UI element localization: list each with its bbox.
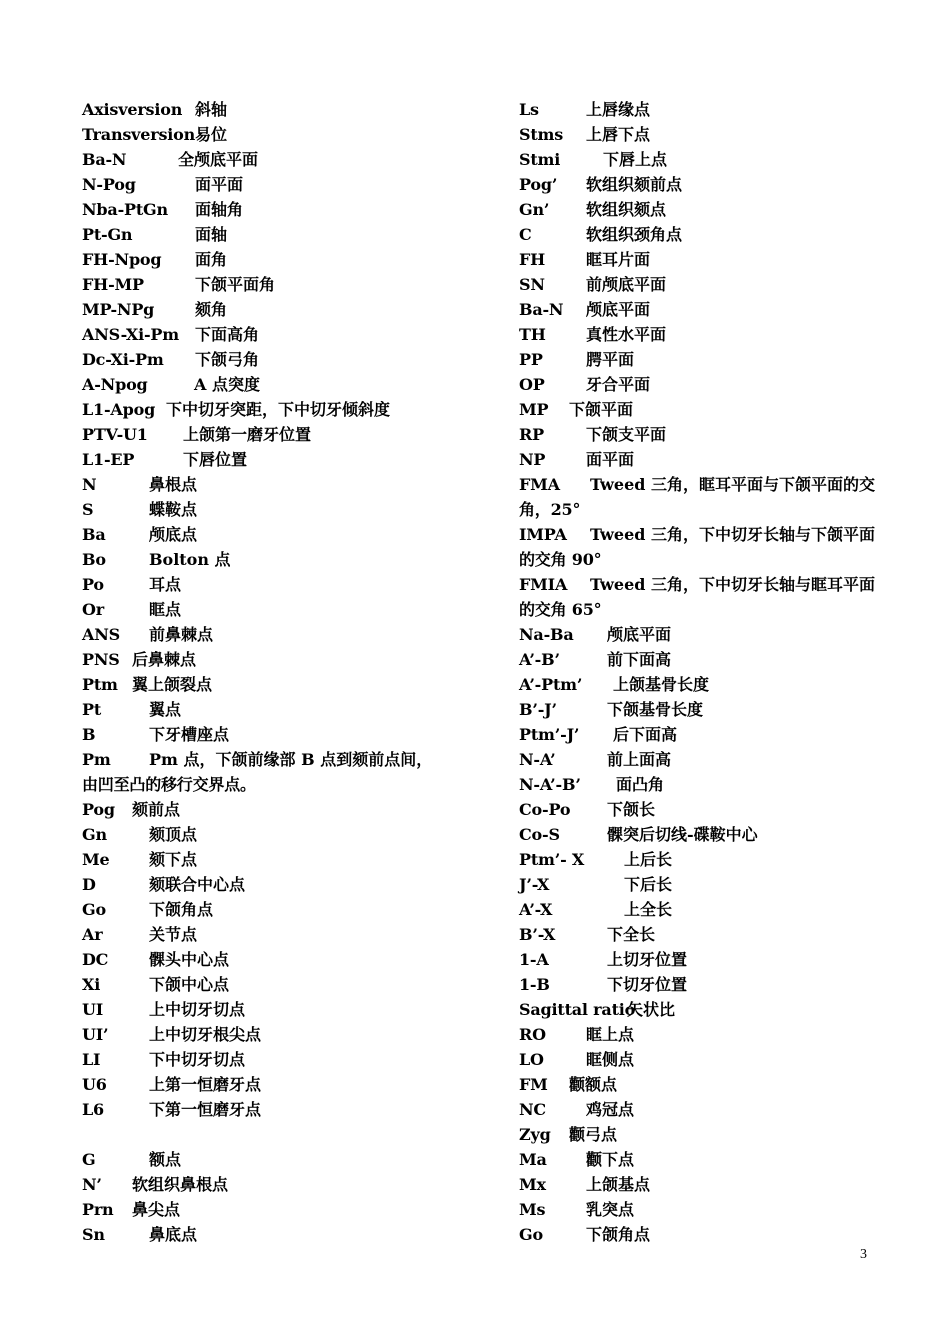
entry-definition: 面轴	[195, 225, 228, 244]
entry-definition: 后下面高	[613, 725, 678, 744]
blank-line	[82, 1122, 442, 1147]
entry-term: B’-J’	[519, 700, 557, 719]
entry-term: FH	[519, 250, 546, 269]
entry-definition: 矢状比	[627, 1000, 676, 1019]
entry-term: J’-X	[519, 875, 550, 894]
entry-definition: 上中切牙切点	[149, 1000, 246, 1019]
glossary-entry	[82, 947, 442, 972]
glossary-entry	[82, 1097, 442, 1122]
glossary-entry	[519, 297, 874, 322]
entry-definition: 下第一恒磨牙点	[149, 1100, 262, 1119]
entry-term: ANS	[82, 625, 120, 644]
entry-definition: 颅底平面	[586, 300, 651, 319]
entry-definition: 面角	[195, 250, 228, 269]
entry-term: FH-MP	[82, 275, 144, 294]
glossary-entry	[82, 797, 442, 822]
glossary-entry	[519, 1122, 874, 1147]
entry-term: Zyg	[519, 1125, 551, 1144]
entry-definition: 眶上点	[586, 1025, 635, 1044]
entry-term: Pt	[82, 700, 102, 719]
glossary-entry	[519, 1147, 874, 1172]
entry-definition: 下牙槽座点	[149, 725, 230, 744]
entry-term: Mx	[519, 1175, 546, 1194]
entry-definition: 下颌角点	[586, 1225, 651, 1244]
glossary-entry	[519, 147, 874, 172]
entry-definition: 额点	[149, 1150, 182, 1169]
glossary-entry	[82, 722, 442, 747]
glossary-entry	[82, 247, 442, 272]
glossary-entry	[82, 422, 442, 447]
glossary-entry	[519, 647, 874, 672]
entry-term: Dc-Xi-Pm	[82, 350, 164, 369]
glossary-entry	[519, 422, 874, 447]
entry-definition: 颏角	[195, 300, 228, 319]
glossary-entry	[519, 1197, 874, 1222]
entry-continuation-text: 角，25°	[519, 500, 581, 519]
entry-term: Xi	[82, 975, 101, 994]
entry-term: Go	[519, 1225, 543, 1244]
entry-term: Ma	[519, 1150, 547, 1169]
right-column	[519, 97, 874, 1247]
entry-definition: 鼻尖点	[132, 1200, 181, 1219]
entry-continuation-text: 的交角 90°	[519, 550, 602, 569]
entry-term: Ptm’- X	[519, 850, 585, 869]
entry-definition: A 点突度	[194, 375, 260, 394]
entry-definition: Tweed 三角，下中切牙长轴与眶耳平面	[590, 575, 876, 594]
entry-term: DC	[82, 950, 109, 969]
entry-term: FMA	[519, 475, 560, 494]
entry-term: MP-NPg	[82, 300, 155, 319]
entry-definition: 颏顶点	[149, 825, 198, 844]
entry-term: PP	[519, 350, 543, 369]
entry-definition: 下颌基骨长度	[607, 700, 704, 719]
entry-term: RO	[519, 1025, 546, 1044]
entry-definition: 颏联合中心点	[149, 875, 246, 894]
entry-term: FMIA	[519, 575, 568, 594]
glossary-entry	[519, 972, 874, 997]
glossary-entry	[82, 122, 442, 147]
entry-continuation	[82, 772, 442, 797]
entry-term: FM	[519, 1075, 548, 1094]
glossary-entry	[519, 522, 874, 547]
entry-term: UI’	[82, 1025, 109, 1044]
entry-term: B	[82, 725, 96, 744]
glossary-entry	[519, 747, 874, 772]
entry-definition: 耳点	[149, 575, 182, 594]
glossary-entry	[519, 897, 874, 922]
entry-term: C	[519, 225, 532, 244]
entry-term: Nba-PtGn	[82, 200, 168, 219]
entry-continuation	[519, 597, 874, 622]
entry-term: PNS	[82, 650, 120, 669]
entry-definition: 关节点	[149, 925, 198, 944]
glossary-entry	[519, 272, 874, 297]
entry-term: Sn	[82, 1225, 105, 1244]
entry-definition: 下面高角	[195, 325, 260, 344]
glossary-entry	[519, 772, 874, 797]
entry-definition: 下颌长	[607, 800, 656, 819]
entry-term: Stms	[519, 125, 564, 144]
entry-definition: Bolton 点	[149, 550, 231, 569]
glossary-entry	[519, 1097, 874, 1122]
entry-term: NP	[519, 450, 546, 469]
entry-definition: 蝶鞍点	[149, 500, 198, 519]
entry-term: N-Pog	[82, 175, 136, 194]
entry-term: L1-Apog	[82, 400, 156, 419]
glossary-entry	[82, 1222, 442, 1247]
glossary-entry	[519, 372, 874, 397]
glossary-entry	[519, 1047, 874, 1072]
entry-term: A’-Ptm’	[519, 675, 583, 694]
entry-term: Ar	[82, 925, 103, 944]
entry-term: G	[82, 1150, 96, 1169]
entry-definition: 前下面高	[607, 650, 672, 669]
entry-definition: 鼻底点	[149, 1225, 198, 1244]
entry-term: Gn’	[519, 200, 550, 219]
glossary-entry	[82, 1047, 442, 1072]
glossary-entry	[519, 1022, 874, 1047]
entry-term: Ba-N	[82, 150, 127, 169]
entry-definition: 下颌平面角	[195, 275, 276, 294]
entry-term: Ba	[82, 525, 106, 544]
entry-term: FH-Npog	[82, 250, 162, 269]
entry-definition: 乳突点	[586, 1200, 635, 1219]
entry-definition: 牙合平面	[586, 375, 651, 394]
glossary-entry	[519, 97, 874, 122]
entry-definition: 后鼻棘点	[132, 650, 197, 669]
glossary-entry	[519, 697, 874, 722]
glossary-entry	[519, 997, 874, 1022]
entry-term: Ptm	[82, 675, 118, 694]
entry-term: Or	[82, 600, 104, 619]
glossary-entry	[519, 1172, 874, 1197]
entry-term: N	[82, 475, 97, 494]
glossary-entry	[519, 847, 874, 872]
entry-term: D	[82, 875, 96, 894]
entry-definition: 眶侧点	[586, 1050, 635, 1069]
glossary-entry	[82, 922, 442, 947]
entry-term: 1-A	[519, 950, 549, 969]
glossary-entry	[519, 572, 874, 597]
entry-definition: 髁突后切线-碟鞍中心	[607, 825, 758, 844]
entry-continuation-text: 的交角 65°	[519, 600, 602, 619]
glossary-entry	[519, 1072, 874, 1097]
glossary-entry	[82, 897, 442, 922]
glossary-entry	[519, 347, 874, 372]
entry-term: 1-B	[519, 975, 550, 994]
entry-definition: 上颌基点	[586, 1175, 651, 1194]
entry-term: B’-X	[519, 925, 556, 944]
entry-definition: 颅底平面	[607, 625, 672, 644]
entry-definition: 下颌角点	[149, 900, 214, 919]
glossary-entry	[82, 872, 442, 897]
entry-term: Bo	[82, 550, 106, 569]
entry-term: U6	[82, 1075, 107, 1094]
entry-definition: 下颌中心点	[149, 975, 230, 994]
glossary-entry	[82, 1072, 442, 1097]
glossary-entry	[82, 622, 442, 647]
entry-definition: 下颌平面	[569, 400, 634, 419]
entry-term: Ptm’-J’	[519, 725, 580, 744]
entry-continuation	[519, 497, 874, 522]
entry-definition: 髁头中心点	[149, 950, 230, 969]
glossary-entry	[519, 447, 874, 472]
entry-term: N-A’	[519, 750, 556, 769]
entry-term: Prn	[82, 1200, 114, 1219]
entry-definition: 颧额点	[569, 1075, 618, 1094]
entry-term: ANS-Xi-Pm	[82, 325, 179, 344]
entry-definition: 颅底点	[149, 525, 198, 544]
entry-definition: Tweed 三角，眶耳平面与下颌平面的交	[590, 475, 876, 494]
glossary-entry	[519, 222, 874, 247]
entry-definition: 下全长	[607, 925, 656, 944]
glossary-entry	[519, 922, 874, 947]
entry-definition: 上后长	[624, 850, 673, 869]
entry-definition: 下切牙位置	[607, 975, 688, 994]
entry-definition: 翼点	[149, 700, 182, 719]
entry-term: Pt-Gn	[82, 225, 133, 244]
entry-term: UI	[82, 1000, 104, 1019]
glossary-entry	[519, 872, 874, 897]
entry-term: Co-S	[519, 825, 560, 844]
glossary-entry	[519, 472, 874, 497]
entry-definition: 下颌弓角	[195, 350, 260, 369]
entry-term: Po	[82, 575, 104, 594]
glossary-entry	[82, 597, 442, 622]
entry-definition: 全颅底平面	[178, 150, 259, 169]
glossary-entry	[82, 847, 442, 872]
entry-continuation-text: 由凹至凸的移行交界点。	[82, 775, 256, 794]
left-column	[82, 97, 442, 1247]
glossary-entry	[82, 1022, 442, 1047]
entry-definition: Pm 点，下颌前缘部 B 点到颏前点间，	[149, 750, 433, 769]
entry-term: LO	[519, 1050, 544, 1069]
entry-term: IMPA	[519, 525, 567, 544]
glossary-entry	[519, 947, 874, 972]
entry-term: Go	[82, 900, 106, 919]
entry-definition: 下唇上点	[603, 150, 668, 169]
entry-term: Ls	[519, 100, 539, 119]
entry-definition: 鼻根点	[149, 475, 198, 494]
entry-definition: 面平面	[195, 175, 244, 194]
entry-definition: 下中切牙突距，下中切牙倾斜度	[166, 400, 391, 419]
glossary-entry	[82, 447, 442, 472]
glossary-entry	[519, 672, 874, 697]
entry-term: OP	[519, 375, 545, 394]
entry-definition: 前上面高	[607, 750, 672, 769]
glossary-entry	[519, 797, 874, 822]
entry-definition: Tweed 三角，下中切牙长轴与下颌平面	[590, 525, 876, 544]
glossary-entry	[82, 1197, 442, 1222]
glossary-entry	[82, 822, 442, 847]
entry-term: PTV-U1	[82, 425, 148, 444]
entry-definition: 上全长	[624, 900, 673, 919]
glossary-entry	[82, 197, 442, 222]
glossary-entry	[519, 122, 874, 147]
entry-definition: 面轴角	[195, 200, 244, 219]
entry-definition: 软组织颏前点	[586, 175, 683, 194]
glossary-entry	[519, 397, 874, 422]
entry-term: Pog	[82, 800, 115, 819]
entry-definition: 上切牙位置	[607, 950, 688, 969]
entry-definition: 翼上颌裂点	[132, 675, 213, 694]
glossary-entry	[82, 547, 442, 572]
glossary-entry	[82, 397, 442, 422]
entry-definition: 颏前点	[132, 800, 181, 819]
entry-definition: 上颌第一磨牙位置	[183, 425, 312, 444]
entry-term: Na-Ba	[519, 625, 574, 644]
glossary-entry	[82, 1172, 442, 1197]
glossary-entry	[82, 972, 442, 997]
entry-definition: 鸡冠点	[586, 1100, 635, 1119]
entry-definition: 下唇位置	[183, 450, 248, 469]
entry-term: Ba-N	[519, 300, 564, 319]
entry-term: SN	[519, 275, 545, 294]
entry-definition: 下后长	[624, 875, 673, 894]
entry-term: Sagittal ratio	[519, 1000, 636, 1019]
entry-definition: 软组织颈角点	[586, 225, 683, 244]
entry-term: Stmi	[519, 150, 561, 169]
glossary-entry	[82, 647, 442, 672]
entry-definition: 腭平面	[586, 350, 635, 369]
entry-term: Pog’	[519, 175, 558, 194]
entry-term: S	[82, 500, 94, 519]
glossary-entry	[82, 322, 442, 347]
entry-definition: 颏下点	[149, 850, 198, 869]
entry-definition: 斜轴	[195, 100, 228, 119]
glossary-entry	[519, 322, 874, 347]
entry-term: Pm	[82, 750, 111, 769]
entry-definition: 下颌支平面	[586, 425, 667, 444]
entry-definition: 眶点	[149, 600, 182, 619]
entry-term: MP	[519, 400, 549, 419]
glossary-entry	[82, 172, 442, 197]
glossary-entry	[82, 747, 442, 772]
glossary-entry	[519, 197, 874, 222]
page-number: 3	[860, 1247, 867, 1262]
glossary-entry	[82, 572, 442, 597]
glossary-entry	[82, 147, 442, 172]
entry-definition: 眶耳片面	[586, 250, 651, 269]
glossary-entry	[82, 372, 442, 397]
entry-continuation	[519, 547, 874, 572]
entry-definition: 上第一恒磨牙点	[149, 1075, 262, 1094]
entry-term: RP	[519, 425, 544, 444]
entry-term: N’	[82, 1175, 102, 1194]
entry-term: NC	[519, 1100, 546, 1119]
glossary-entry	[519, 622, 874, 647]
entry-term: Axisversion	[82, 100, 183, 119]
entry-term: L1-EP	[82, 450, 135, 469]
entry-definition: 下中切牙切点	[149, 1050, 246, 1069]
entry-definition: 上唇缘点	[586, 100, 651, 119]
entry-term: A-Npog	[82, 375, 148, 394]
entry-definition: 颧弓点	[569, 1125, 618, 1144]
entry-term: A’-X	[519, 900, 553, 919]
glossary-entry	[82, 272, 442, 297]
entry-term: N-A’-B’	[519, 775, 581, 794]
entry-term: LI	[82, 1050, 101, 1069]
glossary-entry	[519, 822, 874, 847]
entry-term: TH	[519, 325, 546, 344]
entry-term: A’-B’	[519, 650, 560, 669]
entry-definition: 前鼻棘点	[149, 625, 214, 644]
glossary-entry	[82, 672, 442, 697]
entry-definition: 上唇下点	[586, 125, 651, 144]
glossary-entry	[82, 97, 442, 122]
glossary-entry	[519, 722, 874, 747]
entry-term: Ms	[519, 1200, 546, 1219]
glossary-entry	[82, 497, 442, 522]
entry-definition: 面凸角	[616, 775, 665, 794]
glossary-entry	[519, 172, 874, 197]
glossary-entry	[82, 222, 442, 247]
entry-definition: 前颅底平面	[586, 275, 667, 294]
entry-definition: 软组织鼻根点	[132, 1175, 229, 1194]
entry-definition: 颧下点	[586, 1150, 635, 1169]
entry-definition: 上中切牙根尖点	[149, 1025, 262, 1044]
glossary-entry	[82, 1147, 442, 1172]
entry-term: Co-Po	[519, 800, 571, 819]
glossary-entry	[82, 522, 442, 547]
glossary-entry	[82, 297, 442, 322]
glossary-entry	[82, 697, 442, 722]
entry-definition: 上颌基骨长度	[613, 675, 710, 694]
glossary-entry	[82, 347, 442, 372]
entry-definition: 面平面	[586, 450, 635, 469]
entry-definition: 软组织颏点	[586, 200, 667, 219]
glossary-entry	[82, 997, 442, 1022]
entry-term: Transversion	[82, 125, 196, 144]
entry-term: L6	[82, 1100, 104, 1119]
glossary-entry	[82, 472, 442, 497]
glossary-entry	[519, 1222, 874, 1247]
entry-term: Me	[82, 850, 110, 869]
entry-definition: 易位	[195, 125, 228, 144]
entry-term: Gn	[82, 825, 107, 844]
glossary-entry	[519, 247, 874, 272]
entry-definition: 真性水平面	[586, 325, 667, 344]
